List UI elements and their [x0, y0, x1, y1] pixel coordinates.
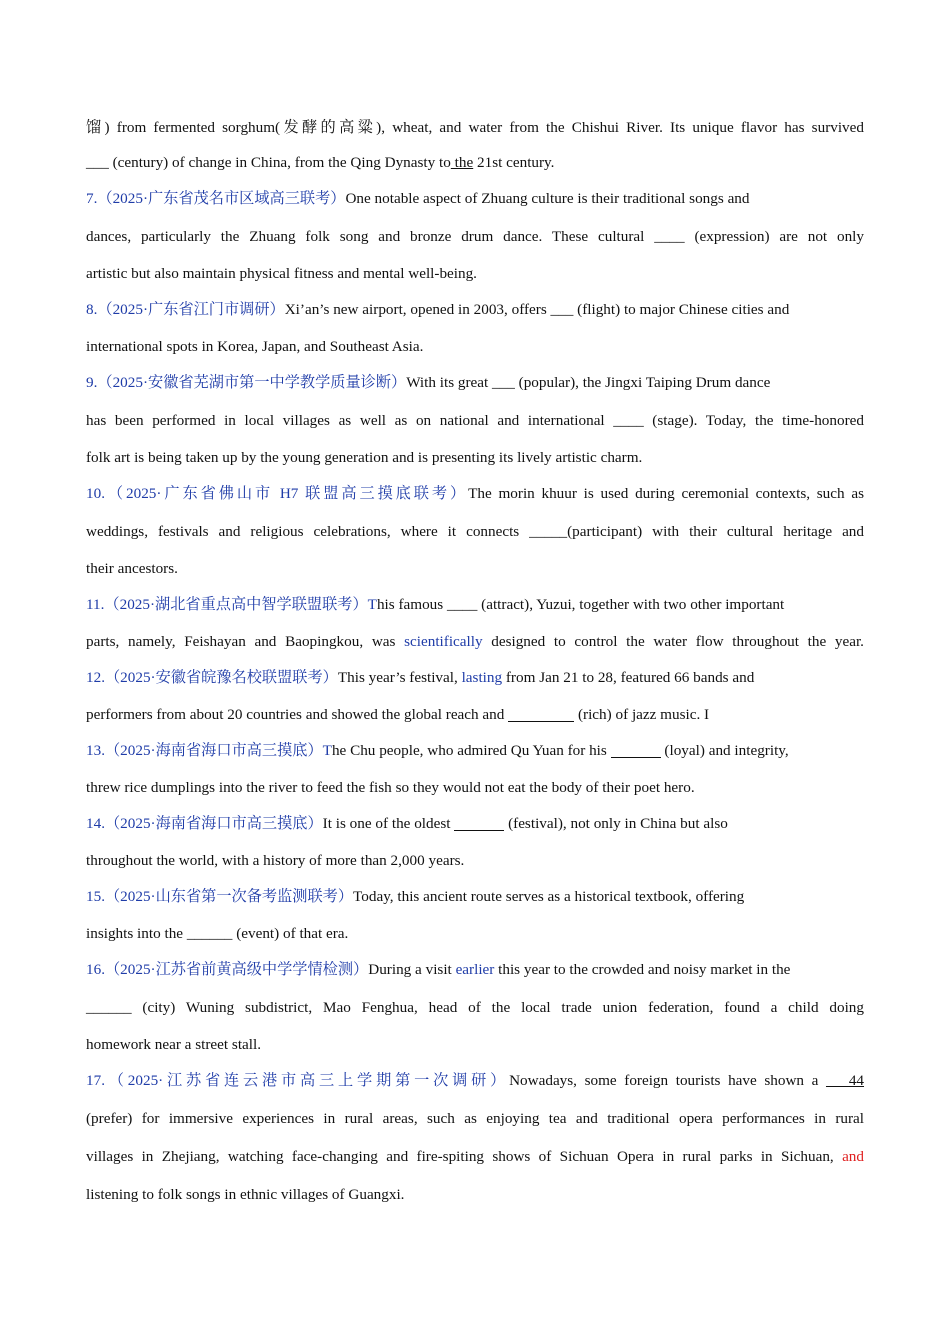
question-number: 12.: [86, 669, 105, 686]
question-number: 9.: [86, 374, 98, 391]
question-source: （2025·广东省江门市调研）: [97, 301, 285, 318]
question-source: （2025·湖北省重点高中智学联盟联考）: [104, 596, 368, 613]
text-line: has been performed in local villages as well as on national and international ____ (stage). Today, the time-honored: [86, 412, 864, 429]
question-number: 10.: [86, 485, 105, 502]
text-line: performers from about 20 countries and showed the global reach and (rich) of jazz music. I: [86, 706, 710, 723]
text-line: folk art is being taken up by the young generation and is presenting its lively artistic charm.: [86, 449, 643, 466]
text-line: ___ (century) of change in China, from the Qing Dynasty to the 21st century.: [86, 154, 555, 171]
text-line: 16.（2025·江苏省前黄高级中学学情检测）During a visit earlier this year to the crowded and noisy market in the: [86, 961, 791, 978]
highlight-word: and: [842, 1148, 864, 1165]
text-line: their ancestors.: [86, 560, 178, 577]
text-line: 17.（2025·江苏省连云港市高三上学期第一次调研）Nowadays, some foreign tourists have shown a 44: [86, 1072, 865, 1089]
text-line: 9.（2025·安徽省芜湖市第一中学教学质量诊断）With its great ___ (popular), the Jingxi Taiping Drum dance: [86, 374, 771, 391]
question-item: [86, 586, 864, 659]
answer-number: 44: [825, 1072, 865, 1089]
text-line: 14.（2025·海南省海口市高三摸底）It is one of the oldest (festival), not only in China but also: [86, 815, 728, 832]
text-line: throughout the world, with a history of more than 2,000 years.: [86, 852, 465, 869]
text-line: 7.（2025·广东省茂名市区域高三联考）One notable aspect of Zhuang culture is their traditional songs and: [86, 190, 750, 207]
highlight-word: scientifically: [404, 633, 483, 650]
question-item: [86, 659, 864, 732]
text-line: 8.（2025·广东省江门市调研）Xi’an’s new airport, opened in 2003, offers ___ (flight) to major Chinese cities and: [86, 301, 790, 318]
answer-blank[interactable]: [454, 815, 504, 831]
text-line: (prefer) for immersive experiences in rural areas, such as enjoying tea and traditional opera performances in rural: [86, 1110, 864, 1127]
text-line: international spots in Korea, Japan, and Southeast Asia.: [86, 338, 424, 355]
document-body: [86, 110, 864, 1214]
text-line: weddings, festivals and religious celebrations, where it connects _____(participant) with their cultural heritage and: [86, 523, 864, 540]
text-line: 15.（2025·山东省第一次备考监测联考）Today, this ancient route serves as a historical textbook, offering: [86, 888, 745, 905]
question-item: [86, 291, 864, 364]
question-number: 14.: [86, 815, 105, 832]
question-item: [86, 732, 864, 805]
text-line: 10.（2025·广东省佛山市 H7 联盟高三摸底联考）The morin khuur is used during ceremonial contexts, such as: [86, 485, 864, 502]
question-source: （2025·安徽省芜湖市第一中学教学质量诊断）: [97, 374, 407, 391]
question-item: [86, 1062, 864, 1214]
question-source: （2025·广东省茂名市区域高三联考）: [97, 190, 346, 207]
highlight-word: earlier: [455, 961, 495, 978]
question-item: [86, 878, 864, 951]
question-source: （2025·江苏省前黄高级中学学情检测）: [104, 961, 369, 978]
answer-blank[interactable]: [508, 706, 574, 722]
text-line: 12.（2025·安徽省皖豫名校联盟联考）This year’s festival, lasting from Jan 21 to 28, featured 66 bands and: [86, 669, 755, 686]
text-line: 馏) from fermented sorghum(发酵的高粱), wheat, and water from the Chishui River. Its unique flavor has survived: [86, 119, 864, 136]
text-line: homework near a street stall.: [86, 1036, 262, 1053]
question-number: 13.: [86, 742, 105, 759]
text-line: threw rice dumplings into the river to feed the fish so they would not eat the body of their poet hero.: [86, 779, 695, 796]
question-item: [86, 951, 864, 1062]
continuation-paragraph: [86, 110, 864, 180]
text-line: parts, namely, Feishayan and Baopingkou, was scientifically designed to control the water flow throughout the year.: [86, 633, 864, 650]
text-line: listening to folk songs in ethnic villages of Guangxi.: [86, 1186, 405, 1203]
question-number: 11.: [86, 596, 105, 613]
question-source: （2025·山东省第一次备考监测联考）: [104, 888, 354, 905]
question-item: [86, 364, 864, 475]
text-line: villages in Zhejiang, watching face-changing and fire-spiting shows of Sichuan Opera in rural parks in Sichuan, and: [86, 1148, 864, 1165]
text-line: artistic but also maintain physical fitness and mental well-being.: [86, 265, 477, 282]
question-number: 17.: [86, 1072, 105, 1089]
question-source: （2025·广东省佛山市 H7 联盟高三摸底联考）: [104, 485, 469, 502]
text-line: 11.（2025·湖北省重点高中智学联盟联考）This famous ____ (attract), Yuzui, together with two other important: [86, 596, 785, 613]
text-line: insights into the ______ (event) of that era.: [86, 925, 349, 942]
highlight-word: lasting: [461, 669, 503, 686]
question-source: （2025·江苏省连云港市高三上学期第一次调研）: [104, 1072, 510, 1089]
question-item: [86, 475, 864, 586]
text-line: 13.（2025·海南省海口市高三摸底）The Chu people, who admired Qu Yuan for his (loyal) and integrity,: [86, 742, 789, 759]
answer-blank[interactable]: [611, 742, 661, 758]
question-item: [86, 805, 864, 878]
question-source: （2025·安徽省皖豫名校联盟联考）: [104, 669, 338, 686]
question-item: [86, 180, 864, 291]
question-number: 7.: [86, 190, 98, 207]
question-source: （2025·海南省海口市高三摸底）: [104, 742, 323, 759]
question-number: 8.: [86, 301, 98, 318]
text-line: ______ (city) Wuning subdistrict, Mao Fenghua, head of the local trade union federation, found a child doing: [86, 999, 864, 1016]
question-number: 16.: [86, 961, 105, 978]
question-number: 15.: [86, 888, 105, 905]
text-line: dances, particularly the Zhuang folk song and bronze drum dance. These cultural ____ (expression) are not only: [86, 228, 864, 245]
question-source: （2025·海南省海口市高三摸底）: [104, 815, 323, 832]
